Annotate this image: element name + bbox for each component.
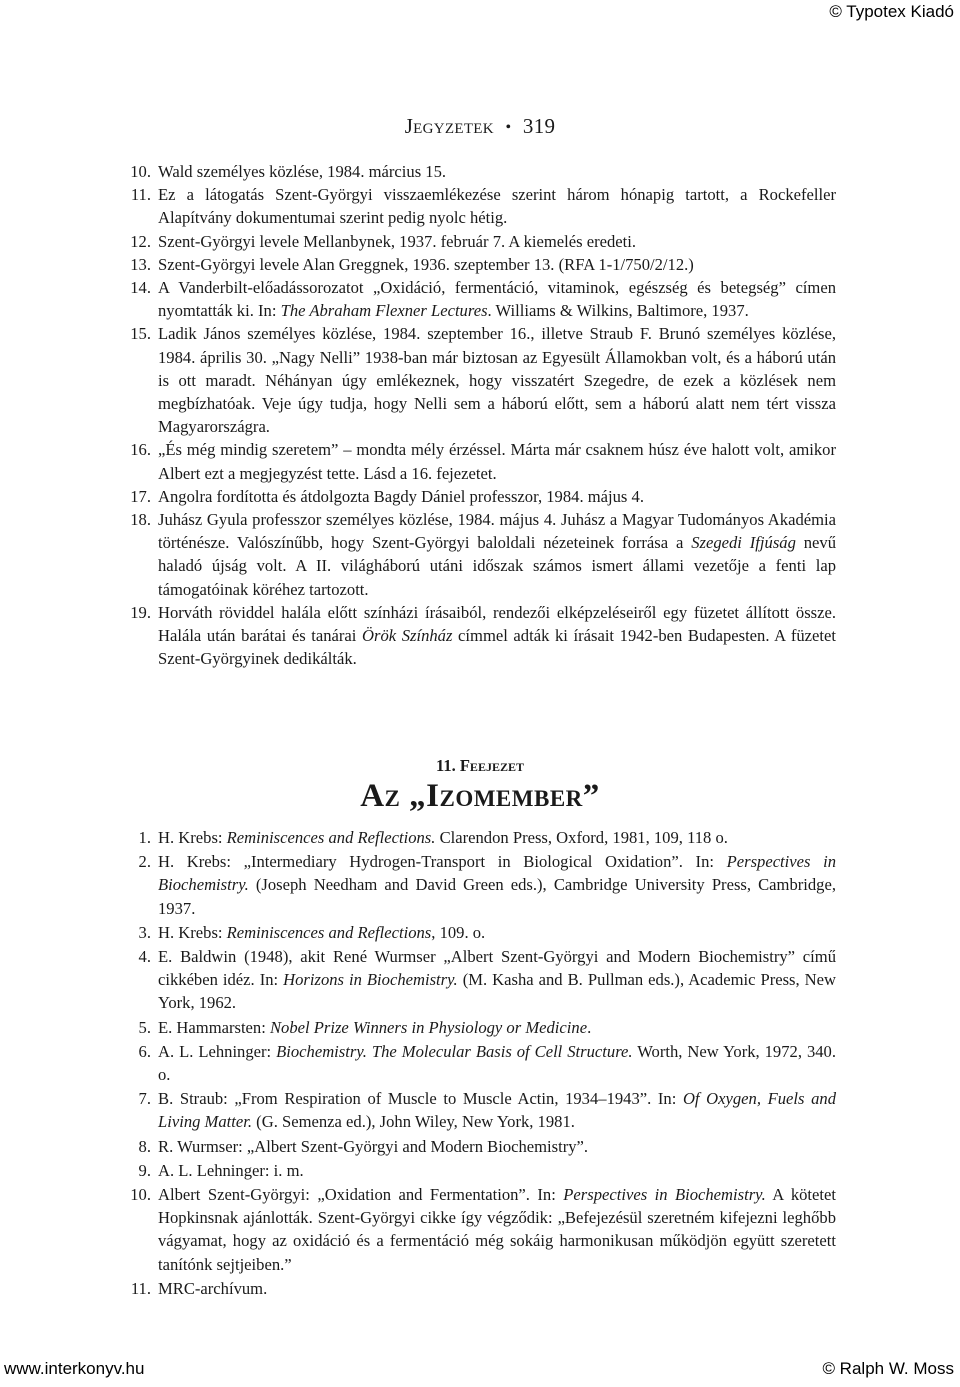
note-text: (M. Kasha and B. Pullman eds.), Academic Press, New York, 1962. [158,970,836,1013]
note-number: 4. [138,947,151,967]
note-title-italic: Perspectives in Biochemistry. [563,1185,766,1205]
note-item [0,438,960,484]
note-item [0,230,960,253]
note-text: A. L. Lehninger: [158,1041,277,1061]
note-item [0,508,960,601]
bullet-icon: • [505,119,512,136]
note-number: 5. [138,1017,151,1037]
note-title-italic: Of Oxygen, Fuels and Living Matter. [158,1089,836,1132]
note-text: , 109. o. [431,922,486,942]
note-number: 11. [130,1278,151,1298]
note-title-italic: Biochemistry. The Molecular Basis of Cell Structure. [276,1041,633,1061]
note-text: Angolra fordította és átdolgozta Bagdy Dániel professzor, 1984. május 4. [158,486,644,506]
note-text: (G. Semenza ed.), John Wiley, New York, 1981. [252,1112,575,1132]
note-text: nevű haladó újság volt. A II. világháború utáni időszak számos ismert állami vezetője a fenti lap támogatóinak köréhez tartozott. [158,533,836,599]
note-item [0,322,960,438]
note-item [0,1159,960,1182]
note-item [0,945,960,1015]
note-text: H. Krebs: [158,828,227,847]
note-number: 12. [130,231,151,251]
note-number: 15. [130,324,151,344]
author-copyright: © Ralph W. Moss [822,1359,954,1378]
running-head [0,114,960,139]
note-text: A kötetet Hopkinsnak ajánlották. Szent-Györgyi cikke így végződik: „Befejezésül szeretném kifejezni leghőbb vágyamat, hogy az oxidáció és a fermentáció még sokáig harmonikusan működjön együtt szeretett tanítónk sejtjeiben.” [158,1185,836,1274]
note-text: címmel adták ki írásait 1942-ben Budapesten. A füzetet Szent-Györgyinek dedikálták. [158,626,836,669]
note-number: 9. [138,1160,151,1180]
note-item [0,1040,960,1086]
note-text: B. Straub: „From Respiration of Muscle to Muscle Actin, 1934–1943”. In: [158,1089,683,1109]
note-text: „És még mindig szeretem” – mondta mély érzéssel. Márta már csaknem húsz éve halott volt, amikor Albert ezt a megjegyzést tette. Lásd a 16. fejezetet. [158,440,836,483]
note-title-italic: Szegedi Ifjúság [691,533,796,553]
note-text: Juhász Gyula professzor személyes közlése, 1984. május 4. Juhász a Magyar Tudományos Akadémia történésze. Valószínűbb, hogy Szent-Györgyi baloldali nézeteinek forrása a [158,510,836,553]
note-item [0,276,960,322]
note-item [0,253,960,276]
note-text: H. Krebs: „Intermediary Hydrogen-Transport in Biological Oxidation”. In: [158,852,727,872]
note-number: 14. [130,278,151,298]
note-item [0,1135,960,1158]
note-number: 8. [138,1136,151,1156]
note-text: Albert Szent-Györgyi: „Oxidation and Fermentation”. In: [158,1185,564,1205]
note-item [0,601,960,671]
note-text: Wald személyes közlése, 1984. március 15. [158,162,447,181]
note-item [0,1087,960,1133]
note-text: Szent-Györgyi levele Alan Greggnek, 1936. szeptember 13. (RFA 1-1/750/2/12.) [158,254,694,274]
note-number: 3. [138,922,151,942]
note-item [0,850,960,920]
note-number: 18. [130,510,151,530]
note-text: E. Baldwin (1948), akit René Wurmser „Albert Szent-Györgyi and Modern Biochemistry” című cikkében idéz. In: [158,947,836,990]
website-link[interactable]: www.interkonyv.hu [4,1359,145,1378]
note-item [0,1016,960,1039]
note-item [0,183,960,229]
note-item [0,1277,960,1300]
note-text: Ladik János személyes közlése, 1984. szeptember 16., illetve Straub F. Brunó személyes közlése, 1984. április 30. „Nagy Nelli” 1938-ban már biztosan az Egyesült Államokban volt, és a háború után is ott maradt. Néhányan úgy emlékeznek, hogy visszatért Szegedre, de ezek a közlések nem megbízhatóak. Veje úgy tudja, hogy Nelli sem a háború előtt, sem a háború alatt nem tért vissza Magyarországra. [158,324,836,437]
note-item [0,1183,960,1276]
note-number: 10. [130,162,151,181]
note-text: A Vanderbilt-előadássorozatot „Oxidáció, fermentáció, vitaminok, egészség és betegség” címen nyomtatták ki. In: [158,278,836,321]
note-number: 16. [130,440,151,460]
note-number: 13. [130,254,151,274]
note-number: 19. [130,602,151,622]
chapter-title: Az „Izomember” [360,778,600,814]
chapter-label: 11. Feejezet [436,756,524,775]
page-number: 319 [522,114,556,138]
note-text: (Joseph Needham and David Green eds.), Cambridge University Press, Cambridge, 1937. [158,875,836,918]
note-text: MRC-archívum. [158,1278,268,1298]
note-number: 6. [138,1041,151,1061]
note-title-italic: Horizons in Biochemistry. [283,970,458,990]
note-title-italic: The Abraham Flexner Lectures [280,301,488,321]
note-text: Ez a látogatás Szent-Györgyi visszaemlékezése szerint három hónapig tartott, a Rockefeller Alapítvány dokumentumai szerint pedig nyolc hétig. [158,185,836,228]
note-text: . Williams & Wilkins, Baltimore, 1937. [487,301,749,321]
note-title-italic: Örök Színház [362,626,453,646]
note-title-italic: Reminiscences and Reflections [226,922,432,942]
note-item [0,826,960,849]
note-text: A. L. Lehninger: i. m. [158,1160,304,1180]
note-number: 7. [138,1089,151,1109]
note-text: E. Hammarsten: [158,1017,270,1037]
note-text: Szent-Györgyi levele Mellanbynek, 1937. február 7. A kiemelés eredeti. [158,231,637,251]
note-item [0,485,960,508]
running-head-label: Jegyzetek [404,114,494,138]
notes-chapter-11 [0,826,960,1301]
note-text: H. Krebs: [158,922,227,942]
note-item [0,921,960,944]
note-title-italic: Perspectives in Biochemistry. [158,852,836,895]
note-number: 2. [138,852,151,872]
note-number: 1. [138,828,151,847]
publisher-credit: © Typotex Kiadó [829,2,954,21]
note-text: . [587,1017,592,1037]
notes-previous-chapter [0,160,960,670]
note-text: Clarendon Press, Oxford, 1981, 109, 118 o. [435,828,728,847]
note-title-italic: Reminiscences and Reflections. [226,828,436,847]
note-text: R. Wurmser: „Albert Szent-Györgyi and Modern Biochemistry”. [158,1136,589,1156]
note-text: Horváth röviddel halála előtt színházi írásaiból, rendezői elképzeléseiről egy füzetet állított össze. Halála után barátai és tanárai [158,602,836,646]
note-number: 17. [130,486,151,506]
note-number: 11. [130,185,151,205]
note-title-italic: Nobel Prize Winners in Physiology or Medicine [269,1017,588,1037]
note-number: 10. [130,1185,151,1205]
note-item [0,160,960,183]
note-text: Worth, New York, 1972, 340. o. [158,1041,836,1085]
